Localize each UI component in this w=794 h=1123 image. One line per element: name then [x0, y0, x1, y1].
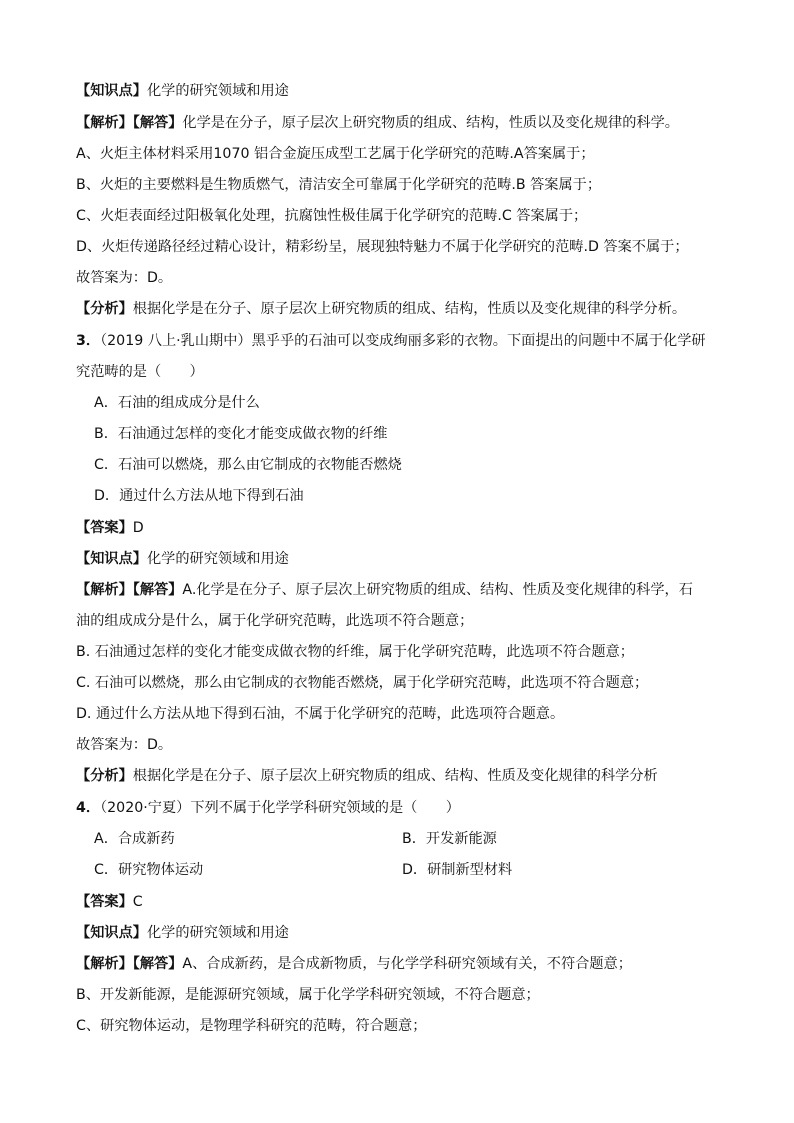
text-line: 油的组成成分是什么，属于化学研究范畴，此选项不符合题意；: [76, 613, 474, 629]
analysis-line: 【解析】【解答】A、合成新药，是合成新物质，与化学学科研究领域有关，不符合题意；: [76, 956, 632, 972]
text-line: C. 石油可以燃烧，那么由它制成的衣物能否燃烧，属于化学研究范畴，此选项不符合题意；: [76, 675, 649, 691]
text-line: B. 石油通过怎样的变化才能变成做衣物的纤维，属于化学研究范畴，此选项不符合题意；: [76, 644, 634, 660]
text-line: A、火炬主体材料采用1070 铝合金旋压成型工艺属于化学研究的范畴.A答案属于；: [76, 146, 595, 162]
question-4-option-d: D．研制新型材料: [402, 862, 513, 878]
question-4-stem: 4．（2020·宁夏）下列不属于化学学科研究领域的是（ ）: [76, 800, 460, 816]
question-3-stem-cont: 究范畴的是（ ）: [76, 364, 204, 380]
analysis-line: 【解析】【解答】A.化学是在分子、原子层次上研究物质的组成、结构、性质及变化规律的科学，石: [76, 582, 693, 598]
text-line: C、研究物体运动，是物理学科研究的范畴，符合题意；: [76, 1018, 427, 1034]
text-line: D、火炬传递路径经过精心设计，精彩纷呈，展现独特魅力不属于化学研究的范畴.D 答案不属于；: [76, 239, 689, 255]
question-3-option-c: C．石油可以燃烧，那么由它制成的衣物能否燃烧: [94, 457, 402, 473]
question-3-stem: 3．（2019 八上·乳山期中）黑乎乎的石油可以变成绚丽多彩的衣物。下面提出的问题中不属于化学研: [76, 333, 706, 349]
text-line: B、开发新能源，是能源研究领域，属于化学学科研究领域，不符合题意；: [76, 987, 540, 1003]
question-3-option-a: A．石油的组成成分是什么: [94, 395, 260, 411]
text-line: 故答案为：D。: [76, 270, 173, 286]
question-4-option-a: A．合成新药: [94, 831, 175, 847]
answer-line: 【答案】D: [76, 520, 144, 536]
knowledge-point-line: 【知识点】化学的研究领域和用途: [76, 83, 289, 99]
question-3-option-b: B．石油通过怎样的变化才能变成做衣物的纤维: [94, 426, 388, 442]
text-line: C、火炬表面经过阳极氧化处理，抗腐蚀性极佳属于化学研究的范畴.C 答案属于；: [76, 208, 588, 224]
analysis-summary-line: 【分析】根据化学是在分子、原子层次上研究物质的组成、结构，性质以及变化规律的科学分析。: [76, 301, 687, 317]
text-line: B、火炬的主要燃料是生物质燃气，清洁安全可靠属于化学研究的范畴.B 答案属于；: [76, 177, 602, 193]
question-4-option-b: B．开发新能源: [402, 831, 497, 847]
question-3-option-d: D．通过什么方法从地下得到石油: [94, 488, 304, 504]
text-line: D. 通过什么方法从地下得到石油，不属于化学研究的范畴，此选项符合题意。: [76, 706, 565, 722]
text-line: 故答案为：D。: [76, 737, 173, 753]
knowledge-point-line: 【知识点】化学的研究领域和用途: [76, 551, 289, 567]
analysis-line: 【解析】【解答】化学是在分子，原子层次上研究物质的组成、结构，性质以及变化规律的科学。: [76, 115, 679, 131]
knowledge-point-line: 【知识点】化学的研究领域和用途: [76, 925, 289, 941]
question-4-option-c: C．研究物体运动: [94, 862, 204, 878]
analysis-summary-line: 【分析】根据化学是在分子、原子层次上研究物质的组成、结构、性质及变化规律的科学分析: [76, 768, 658, 784]
answer-line: 【答案】C: [76, 894, 143, 910]
